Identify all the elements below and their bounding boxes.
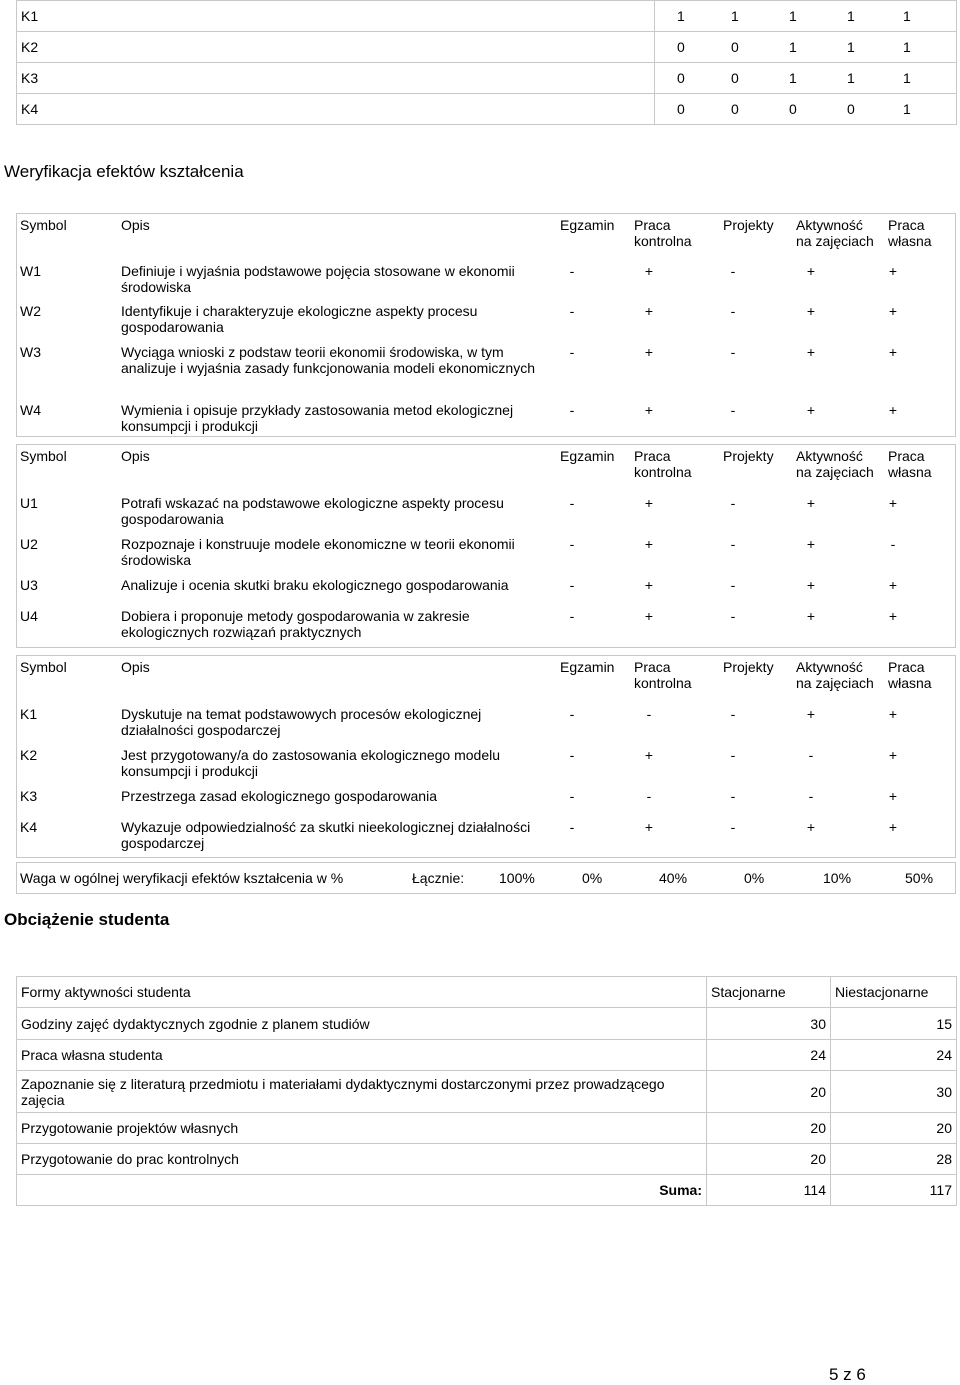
row-mark: - — [569, 788, 575, 804]
page-number: 5 z 6 — [829, 1365, 866, 1384]
row-mark: + — [888, 263, 898, 279]
hdr-aktywnosc: Aktywność na zajęciach — [796, 217, 874, 249]
workload-header-niestacjonarne: Niestacjonarne — [831, 977, 957, 1008]
weight-aktywnosc: 10% — [823, 870, 852, 886]
hdr-aktywnosc: Aktywność na zajęciach — [796, 448, 874, 480]
top-value: 1 — [789, 8, 797, 24]
row-mark: + — [888, 495, 898, 511]
workload-niestacjonarne: 20 — [831, 1113, 957, 1144]
row-mark: - — [646, 788, 652, 804]
row-mark: - — [569, 536, 575, 552]
hdr-praca-wlasna: Praca własna — [888, 217, 932, 249]
row-mark: + — [806, 344, 816, 360]
row-mark: - — [569, 263, 575, 279]
weight-label: Waga w ogólnej weryfikacji efektów kształcenia w % — [20, 870, 344, 886]
weight-praca-wlasna: 50% — [905, 870, 934, 886]
workload-header-stacjonarne: Stacjonarne — [707, 977, 831, 1008]
top-value: 1 — [677, 8, 685, 24]
workload-label: Przygotowanie projektów własnych — [17, 1113, 707, 1144]
top-row — [17, 63, 957, 94]
hdr-projekty: Projekty — [723, 217, 774, 233]
row-mark: + — [806, 495, 816, 511]
top-row — [17, 32, 957, 63]
row-mark: - — [569, 747, 575, 763]
top-code: K1 — [17, 1, 655, 32]
row-mark: + — [888, 706, 898, 722]
row-mark: + — [806, 536, 816, 552]
row-description: Rozpoznaje i konstruuje modele ekonomiczne w teorii ekonomii środowiska — [121, 536, 515, 568]
top-value: 0 — [677, 101, 685, 117]
top-code: K4 — [17, 94, 655, 125]
workload-row — [17, 1113, 957, 1144]
top-value: 0 — [677, 39, 685, 55]
row-symbol: K4 — [20, 819, 38, 835]
row-mark: + — [644, 747, 654, 763]
hdr-praca-kontrolna: Praca kontrolna — [634, 217, 692, 249]
row-mark: - — [730, 536, 736, 552]
hdr-symbol: Symbol — [20, 217, 67, 233]
row-mark: - — [730, 819, 736, 835]
top-code: K2 — [17, 32, 655, 63]
row-mark: + — [806, 303, 816, 319]
row-description: Potrafi wskazać na podstawowe ekologiczne aspekty procesu gospodarowania — [121, 495, 504, 527]
weight-egzamin: 0% — [582, 870, 603, 886]
row-description: Definiuje i wyjaśnia podstawowe pojęcia stosowane w ekonomii środowiska — [121, 263, 515, 295]
top-value: 0 — [731, 39, 739, 55]
row-mark: - — [890, 536, 896, 552]
top-code: K3 — [17, 63, 655, 94]
hdr-opis: Opis — [121, 448, 150, 464]
hdr-praca-wlasna: Praca własna — [888, 659, 932, 691]
top-value: 1 — [789, 39, 797, 55]
hdr-egzamin: Egzamin — [560, 448, 615, 464]
workload-header-forms: Formy aktywności studenta — [17, 977, 707, 1008]
u-group — [16, 444, 956, 648]
row-symbol: W3 — [20, 344, 41, 360]
weight-row — [16, 862, 956, 894]
weight-total: 100% — [499, 870, 535, 886]
row-mark: - — [730, 706, 736, 722]
hdr-aktywnosc: Aktywność na zajęciach — [796, 659, 874, 691]
row-mark: + — [806, 402, 816, 418]
row-mark: + — [888, 303, 898, 319]
workload-niestacjonarne: 24 — [831, 1040, 957, 1071]
row-mark: + — [644, 495, 654, 511]
top-value: 1 — [903, 39, 911, 55]
row-description: Analizuje i ocenia skutki braku ekologicznego gospodarowania — [121, 577, 509, 593]
top-values — [655, 94, 957, 125]
row-mark: + — [644, 819, 654, 835]
workload-header-row — [17, 977, 957, 1008]
w-group — [16, 213, 956, 437]
workload-sum-row — [17, 1175, 957, 1206]
workload-row — [17, 1040, 957, 1071]
row-symbol: W1 — [20, 263, 41, 279]
row-description: Wyciąga wnioski z podstaw teorii ekonomii środowiska, w tym analizuje i wyjaśnia zasady funkcjonowania modeli ekonomicznych — [121, 344, 535, 376]
row-mark: + — [806, 706, 816, 722]
weight-projekty: 0% — [744, 870, 765, 886]
k-group — [16, 655, 956, 858]
row-description: Identyfikuje i charakteryzuje ekologiczne aspekty procesu gospodarowania — [121, 303, 478, 335]
row-mark: - — [646, 706, 652, 722]
hdr-egzamin: Egzamin — [560, 217, 615, 233]
hdr-symbol: Symbol — [20, 448, 67, 464]
row-mark: + — [888, 788, 898, 804]
top-values — [655, 32, 957, 63]
workload-title: Obciążenie studenta — [4, 910, 170, 929]
workload-niestacjonarne: 30 — [831, 1071, 957, 1113]
workload-stacjonarne: 24 — [707, 1040, 831, 1071]
row-mark: + — [806, 263, 816, 279]
row-mark: + — [888, 608, 898, 624]
workload-row — [17, 1144, 957, 1175]
row-mark: + — [888, 819, 898, 835]
row-description: Dyskutuje na temat podstawowych procesów ekologicznej działalności gospodarczej — [121, 706, 482, 738]
row-mark: - — [569, 303, 575, 319]
row-symbol: K3 — [20, 788, 38, 804]
hdr-opis: Opis — [121, 217, 150, 233]
row-mark: - — [730, 577, 736, 593]
row-mark: + — [644, 263, 654, 279]
row-mark: - — [569, 344, 575, 360]
row-symbol: W4 — [20, 402, 41, 418]
row-mark: - — [569, 706, 575, 722]
workload-stacjonarne: 30 — [707, 1008, 831, 1040]
row-description: Wymienia i opisuje przykłady zastosowania metod ekologicznej konsumpcji i produkcji — [121, 402, 514, 434]
row-mark: + — [806, 819, 816, 835]
workload-label: Przygotowanie do prac kontrolnych — [17, 1144, 707, 1175]
hdr-projekty: Projekty — [723, 448, 774, 464]
top-value: 1 — [847, 70, 855, 86]
row-mark: + — [888, 402, 898, 418]
hdr-egzamin: Egzamin — [560, 659, 615, 675]
hdr-praca-kontrolna: Praca kontrolna — [634, 448, 692, 480]
row-mark: - — [730, 495, 736, 511]
row-description: Jest przygotowany/a do zastosowania ekologicznego modelu konsumpcji i produkcji — [121, 747, 501, 779]
row-mark: - — [808, 747, 814, 763]
row-mark: + — [644, 536, 654, 552]
hdr-praca-wlasna: Praca własna — [888, 448, 932, 480]
top-value: 1 — [789, 70, 797, 86]
workload-row — [17, 1008, 957, 1040]
row-mark: - — [569, 608, 575, 624]
hdr-opis: Opis — [121, 659, 150, 675]
top-value: 0 — [731, 70, 739, 86]
row-mark: - — [730, 608, 736, 624]
row-mark: - — [569, 402, 575, 418]
workload-label: Godziny zajęć dydaktycznych zgodnie z planem studiów — [17, 1008, 707, 1040]
row-mark: + — [806, 577, 816, 593]
hdr-praca-kontrolna: Praca kontrolna — [634, 659, 692, 691]
top-value: 0 — [789, 101, 797, 117]
top-value: 1 — [847, 39, 855, 55]
row-symbol: U3 — [20, 577, 38, 593]
top-value: 1 — [731, 8, 739, 24]
top-matrix-table — [16, 0, 957, 125]
top-value: 0 — [677, 70, 685, 86]
row-mark: - — [730, 747, 736, 763]
row-mark: - — [730, 303, 736, 319]
workload-stacjonarne: 20 — [707, 1144, 831, 1175]
workload-niestacjonarne: 15 — [831, 1008, 957, 1040]
row-mark: - — [730, 402, 736, 418]
top-value: 1 — [903, 101, 911, 117]
workload-label: Zapoznanie się z literaturą przedmiotu i materiałami dydaktycznymi dostarczonymi przez prowadzącego zajęcia — [17, 1071, 707, 1113]
row-mark: - — [730, 788, 736, 804]
row-mark: - — [569, 495, 575, 511]
top-row — [17, 1, 957, 32]
top-value: 1 — [903, 8, 911, 24]
row-mark: + — [644, 344, 654, 360]
row-symbol: U2 — [20, 536, 38, 552]
row-symbol: W2 — [20, 303, 41, 319]
row-mark: + — [644, 608, 654, 624]
workload-stacjonarne: 20 — [707, 1113, 831, 1144]
workload-sum-label: Suma: — [17, 1175, 707, 1206]
row-symbol: U1 — [20, 495, 38, 511]
top-values — [655, 1, 957, 32]
row-mark: + — [806, 608, 816, 624]
top-values — [655, 63, 957, 94]
workload-stacjonarne: 20 — [707, 1071, 831, 1113]
weight-total-label: Łącznie: — [412, 870, 465, 886]
row-mark: - — [730, 344, 736, 360]
row-symbol: U4 — [20, 608, 38, 624]
row-mark: - — [569, 577, 575, 593]
hdr-projekty: Projekty — [723, 659, 774, 675]
workload-niestacjonarne: 28 — [831, 1144, 957, 1175]
hdr-symbol: Symbol — [20, 659, 67, 675]
top-value: 1 — [847, 8, 855, 24]
row-mark: + — [888, 577, 898, 593]
verification-title: Weryfikacja efektów kształcenia — [4, 162, 244, 181]
workload-table — [16, 976, 957, 1206]
top-value: 0 — [847, 101, 855, 117]
row-mark: + — [644, 577, 654, 593]
row-mark: + — [644, 402, 654, 418]
row-mark: + — [888, 344, 898, 360]
row-mark: - — [730, 263, 736, 279]
weight-praca-kontrolna: 40% — [659, 870, 688, 886]
workload-label: Praca własna studenta — [17, 1040, 707, 1071]
row-description: Przestrzega zasad ekologicznego gospodarowania — [121, 788, 437, 804]
workload-row — [17, 1071, 957, 1113]
row-mark: + — [644, 303, 654, 319]
top-value: 1 — [903, 70, 911, 86]
workload-sum-stacjonarne: 114 — [707, 1175, 831, 1206]
row-symbol: K2 — [20, 747, 38, 763]
top-row — [17, 94, 957, 125]
top-value: 0 — [731, 101, 739, 117]
workload-sum-niestacjonarne: 117 — [831, 1175, 957, 1206]
row-mark: - — [569, 819, 575, 835]
row-description: Wykazuje odpowiedzialność za skutki nieekologicznej działalności gospodarczej — [121, 819, 531, 851]
row-symbol: K1 — [20, 706, 38, 722]
row-mark: - — [808, 788, 814, 804]
row-description: Dobiera i proponuje metody gospodarowania w zakresie ekologicznych rozwiązań praktycznych — [121, 608, 470, 640]
row-mark: + — [888, 747, 898, 763]
